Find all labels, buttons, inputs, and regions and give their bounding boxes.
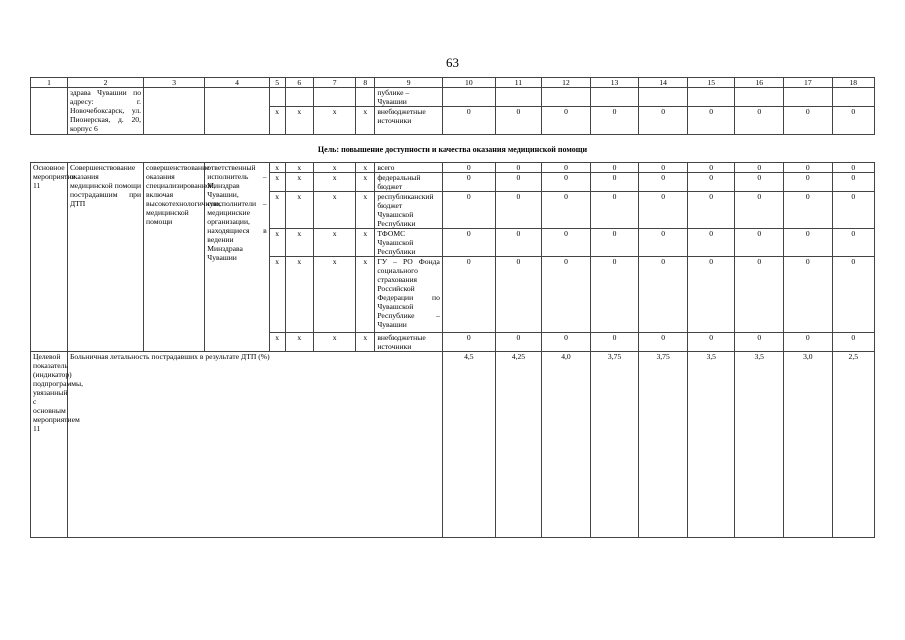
value-cell: 0: [784, 107, 833, 135]
header-cell: 10: [442, 78, 495, 88]
value-cell: 0: [495, 107, 541, 135]
source-cell: ТФОМС Чувашской Республики: [375, 229, 443, 257]
value-cell: 0: [639, 192, 688, 229]
value-cell: [495, 88, 541, 107]
value-cell: 3,0: [784, 352, 833, 538]
value-cell: 0: [590, 229, 639, 257]
source-cell: публике – Чувашии: [375, 88, 443, 107]
mark-cell: x: [285, 229, 314, 257]
value-cell: 0: [542, 173, 591, 192]
value-cell: 0: [735, 163, 784, 173]
value-cell: 0: [832, 107, 874, 135]
header-cell: 11: [495, 78, 541, 88]
value-cell: [832, 88, 874, 107]
value-cell: 0: [442, 257, 495, 333]
value-cell: 0: [832, 229, 874, 257]
header-cell: 18: [832, 78, 874, 88]
mark-cell: x: [269, 173, 285, 192]
value-cell: 0: [687, 173, 735, 192]
value-cell: 0: [687, 257, 735, 333]
header-row: [31, 78, 875, 88]
mark-cell: x: [269, 229, 285, 257]
value-cell: 0: [495, 192, 541, 229]
empty-cell: [205, 88, 269, 135]
empty-cell: [144, 88, 205, 135]
value-cell: 0: [495, 257, 541, 333]
value-cell: 0: [784, 192, 833, 229]
value-cell: 0: [639, 257, 688, 333]
header-cell: 12: [542, 78, 591, 88]
program-table: [30, 77, 875, 538]
value-cell: 0: [784, 257, 833, 333]
mark-cell: x: [314, 163, 356, 173]
value-cell: 0: [784, 163, 833, 173]
value-cell: 0: [687, 107, 735, 135]
mark-cell: x: [285, 192, 314, 229]
value-cell: 0: [687, 229, 735, 257]
source-cell: всего: [375, 163, 443, 173]
header-cell: 8: [356, 78, 375, 88]
mark-cell: x: [314, 333, 356, 352]
mark-cell: x: [269, 107, 285, 135]
value-cell: 2,5: [832, 352, 874, 538]
value-cell: 0: [542, 257, 591, 333]
value-cell: 0: [639, 163, 688, 173]
value-cell: 0: [735, 192, 784, 229]
source-cell: внебюджетные источники: [375, 107, 443, 135]
value-cell: 0: [442, 107, 495, 135]
value-cell: 0: [784, 229, 833, 257]
event-name-cell: Совершенствование оказания медицинской помощи пострадавшим при ДТП: [67, 163, 143, 352]
empty-cell: [31, 88, 68, 135]
mark-cell: x: [356, 257, 375, 333]
header-cell: 6: [285, 78, 314, 88]
value-cell: 0: [442, 173, 495, 192]
value-cell: 0: [442, 333, 495, 352]
header-cell: 1: [31, 78, 68, 88]
goal-heading: Цель: повышение доступности и качества оказания медицинской помощи: [31, 135, 875, 163]
mark-cell: x: [314, 192, 356, 229]
value-cell: 0: [687, 192, 735, 229]
mark-cell: x: [269, 333, 285, 352]
value-cell: 4,25: [495, 352, 541, 538]
header-cell: 14: [639, 78, 688, 88]
mark-cell: [285, 88, 314, 107]
value-cell: 0: [442, 229, 495, 257]
value-cell: [442, 88, 495, 107]
source-cell: федеральный бюджет: [375, 173, 443, 192]
value-cell: 0: [832, 257, 874, 333]
value-cell: 0: [542, 229, 591, 257]
value-cell: 0: [590, 107, 639, 135]
event-task-cell: совершенствование оказания специализированной, включая высокотехнологичную, медицинской помощи: [144, 163, 205, 352]
mark-cell: x: [356, 192, 375, 229]
mark-cell: x: [269, 163, 285, 173]
value-cell: 0: [735, 229, 784, 257]
value-cell: 0: [639, 229, 688, 257]
header-cell: 4: [205, 78, 269, 88]
value-cell: 0: [590, 163, 639, 173]
mark-cell: x: [314, 257, 356, 333]
value-cell: [687, 88, 735, 107]
value-cell: 0: [542, 107, 591, 135]
mark-cell: x: [285, 257, 314, 333]
mark-cell: x: [269, 192, 285, 229]
value-cell: 0: [687, 163, 735, 173]
value-cell: [735, 88, 784, 107]
mark-cell: x: [285, 107, 314, 135]
value-cell: [542, 88, 591, 107]
value-cell: 0: [542, 192, 591, 229]
indicator-text-cell: Больничная летальность пострадавших в результате ДТП (%): [67, 352, 442, 538]
value-cell: 4,5: [442, 352, 495, 538]
mark-cell: x: [356, 229, 375, 257]
mark-cell: [314, 88, 356, 107]
mark-cell: [269, 88, 285, 107]
value-cell: 0: [832, 163, 874, 173]
value-cell: 0: [784, 333, 833, 352]
value-cell: 0: [442, 192, 495, 229]
source-cell: республиканский бюджет Чувашской Республики: [375, 192, 443, 229]
value-cell: [639, 88, 688, 107]
header-cell: 13: [590, 78, 639, 88]
table-row: [31, 88, 875, 107]
value-cell: 0: [832, 192, 874, 229]
mark-cell: x: [285, 333, 314, 352]
header-cell: 9: [375, 78, 443, 88]
header-cell: 16: [735, 78, 784, 88]
indicator-label-cell: Целевой показатель (индикатор) подпрограммы, увязанный с основным мероприятием 11: [31, 352, 68, 538]
mark-cell: x: [356, 333, 375, 352]
value-cell: 0: [832, 173, 874, 192]
header-cell: 15: [687, 78, 735, 88]
header-cell: 17: [784, 78, 833, 88]
mark-cell: x: [314, 107, 356, 135]
value-cell: [784, 88, 833, 107]
source-cell: ГУ – РО Фонда социального страхования Российской Федерации по Чувашской Республике – Чувашии: [375, 257, 443, 333]
mark-cell: [356, 88, 375, 107]
value-cell: 0: [735, 333, 784, 352]
value-cell: 3,5: [735, 352, 784, 538]
header-cell: 5: [269, 78, 285, 88]
goal-row: [31, 135, 875, 163]
value-cell: 0: [784, 173, 833, 192]
value-cell: 3,75: [639, 352, 688, 538]
value-cell: 0: [495, 333, 541, 352]
value-cell: 0: [542, 163, 591, 173]
value-cell: 3,5: [687, 352, 735, 538]
value-cell: 0: [735, 173, 784, 192]
mark-cell: x: [269, 257, 285, 333]
event-number-cell: Основное мероприятие 11: [31, 163, 68, 352]
value-cell: 0: [832, 333, 874, 352]
table-row: [31, 163, 875, 173]
value-cell: 0: [687, 333, 735, 352]
value-cell: [590, 88, 639, 107]
value-cell: 3,75: [590, 352, 639, 538]
value-cell: 0: [495, 163, 541, 173]
mark-cell: x: [314, 229, 356, 257]
value-cell: 0: [495, 229, 541, 257]
mark-cell: x: [356, 163, 375, 173]
value-cell: 0: [590, 192, 639, 229]
mark-cell: x: [285, 163, 314, 173]
value-cell: 0: [639, 333, 688, 352]
value-cell: 4,0: [542, 352, 591, 538]
value-cell: 0: [735, 257, 784, 333]
header-cell: 2: [67, 78, 143, 88]
header-cell: 7: [314, 78, 356, 88]
mark-cell: x: [314, 173, 356, 192]
indicator-row: [31, 352, 875, 538]
event-executor-cell: ответственный исполнитель – Минздрав Чувашии, соисполнители – медицинские организации, находящиеся в ведении Минздрава Чувашии: [205, 163, 269, 352]
value-cell: 0: [639, 107, 688, 135]
source-cell: внебюджетные источники: [375, 333, 443, 352]
value-cell: 0: [735, 107, 784, 135]
header-cell: 3: [144, 78, 205, 88]
value-cell: 0: [590, 257, 639, 333]
value-cell: 0: [495, 173, 541, 192]
mark-cell: x: [285, 173, 314, 192]
address-cell: здрава Чувашии по адресу: г. Новочебоксарск, ул. Пионерская, д. 20, корпус 6: [67, 88, 143, 135]
mark-cell: x: [356, 107, 375, 135]
mark-cell: x: [356, 173, 375, 192]
value-cell: 0: [590, 333, 639, 352]
value-cell: 0: [639, 173, 688, 192]
value-cell: 0: [442, 163, 495, 173]
value-cell: 0: [590, 173, 639, 192]
value-cell: 0: [542, 333, 591, 352]
page-number: 63: [446, 55, 459, 70]
